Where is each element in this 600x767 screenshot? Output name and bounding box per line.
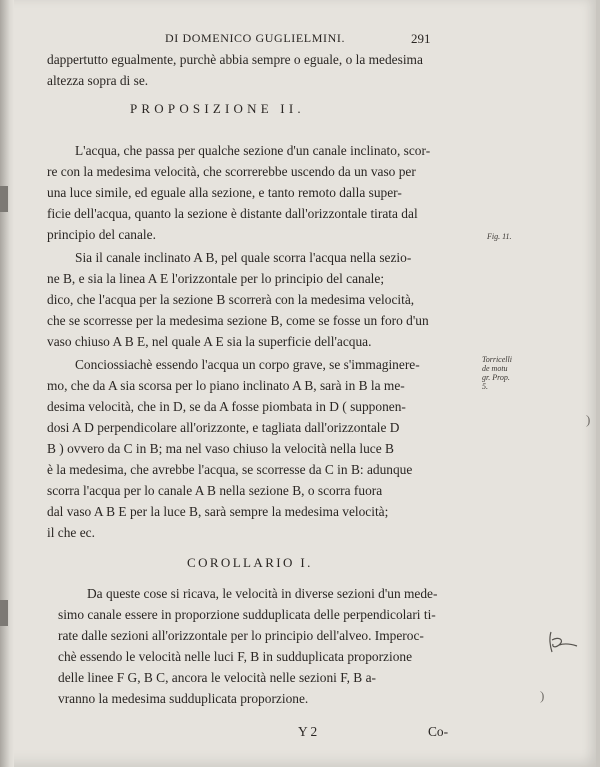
text-line: Da queste cose si ricava, le velocità in diverse sezioni d'un mede- <box>87 586 438 601</box>
text-line: Sia il canale inclinato A B, pel quale scorra l'acqua nella sezio- <box>75 250 412 265</box>
paper-mark: ) <box>586 412 591 427</box>
binding-notch <box>0 186 8 212</box>
text-line: altezza sopra di se. <box>47 73 149 88</box>
margin-note-line: Torricelli <box>482 355 512 364</box>
text-line: desima velocità, che in D, se da A fosse piombata in D ( supponen- <box>47 399 406 414</box>
text-line: dal vaso A B E per la luce B, sarà sempre la medesima velocità; <box>47 504 389 519</box>
text-line: il che ec. <box>47 525 95 540</box>
text-line: ne B, e sia la linea A E l'orizzontale per lo principio del canale; <box>47 271 385 286</box>
text-line: dappertutto egualmente, purchè abbia sempre o eguale, o la medesima <box>47 52 423 67</box>
text-line: chè essendo le velocità nelle luci F, B in sudduplicata proporzione <box>58 649 413 664</box>
margin-note-figure: Fig. 11. <box>487 232 512 241</box>
page-gutter <box>0 0 14 767</box>
text-line: Conciossiachè essendo l'acqua un corpo grave, se s'immaginere- <box>75 357 420 372</box>
text-line: ficie dell'acqua, quanto la sezione è distante dall'orizzontale tirata dal <box>47 206 418 221</box>
text-line: delle linee F G, B C, ancora le velocità nelle sezioni F, B a- <box>58 670 376 685</box>
proposition-title: PROPOSIZIONE II. <box>130 101 305 116</box>
catchword: Co- <box>428 724 449 739</box>
text-line: scorra l'acqua per lo canale A B nella sezione B, o scorra fuora <box>47 483 383 498</box>
margin-note-line: gr. Prop. <box>482 373 510 382</box>
running-title: DI DOMENICO GUGLIELMINI. <box>165 31 346 45</box>
corollary-title: COROLLARIO I. <box>187 555 313 570</box>
text-line: L'acqua, che passa per qualche sezione d'un canale inclinato, scor- <box>75 143 431 158</box>
binding-notch <box>0 600 8 626</box>
pencil-mark <box>545 628 585 656</box>
margin-note-torricelli <box>482 355 512 391</box>
margin-note-line: de motu <box>482 364 508 373</box>
text-line: che se scorresse per la medesima sezione B, come se fosse un foro d'un <box>47 313 429 328</box>
text-line: vaso chiuso A B E, nel quale A E sia la superficie dell'acqua. <box>47 334 372 349</box>
text-line: re con la medesima velocità, che scorrerebbe uscendo da un vaso per <box>47 164 416 179</box>
text-line: mo, che da A sia scorsa per lo piano inclinato A B, sarà in B la me- <box>47 378 405 393</box>
text-line: principio del canale. <box>47 227 156 242</box>
paper-mark: ) <box>540 688 545 703</box>
signature-mark: Y 2 <box>298 724 318 739</box>
text-line: rate dalle sezioni all'orizzontale per lo principio dell'alveo. Imperoc- <box>58 628 424 643</box>
text-line: dico, che l'acqua per la sezione B scorrerà con la medesima velocità, <box>47 292 415 307</box>
text-line: dosi A D perpendicolare all'orizzonte, e tagliata dall'orizzontale D <box>47 420 400 435</box>
margin-note-line: 5. <box>482 382 488 391</box>
text-line: è la medesima, che avrebbe l'acqua, se scorresse da C in B: adunque <box>47 462 413 477</box>
page-number: 291 <box>411 31 431 46</box>
text-line: B ) ovvero da C in B; ma nel vaso chiuso la velocità nella luce B <box>47 441 394 456</box>
text-line: una luce simile, ed eguale alla sezione, e tanto remoto dalla super- <box>47 185 402 200</box>
text-line: simo canale essere in proporzione sudduplicata delle perpendicolari ti- <box>58 607 436 622</box>
text-line: vranno la medesima sudduplicata proporzione. <box>58 691 309 706</box>
